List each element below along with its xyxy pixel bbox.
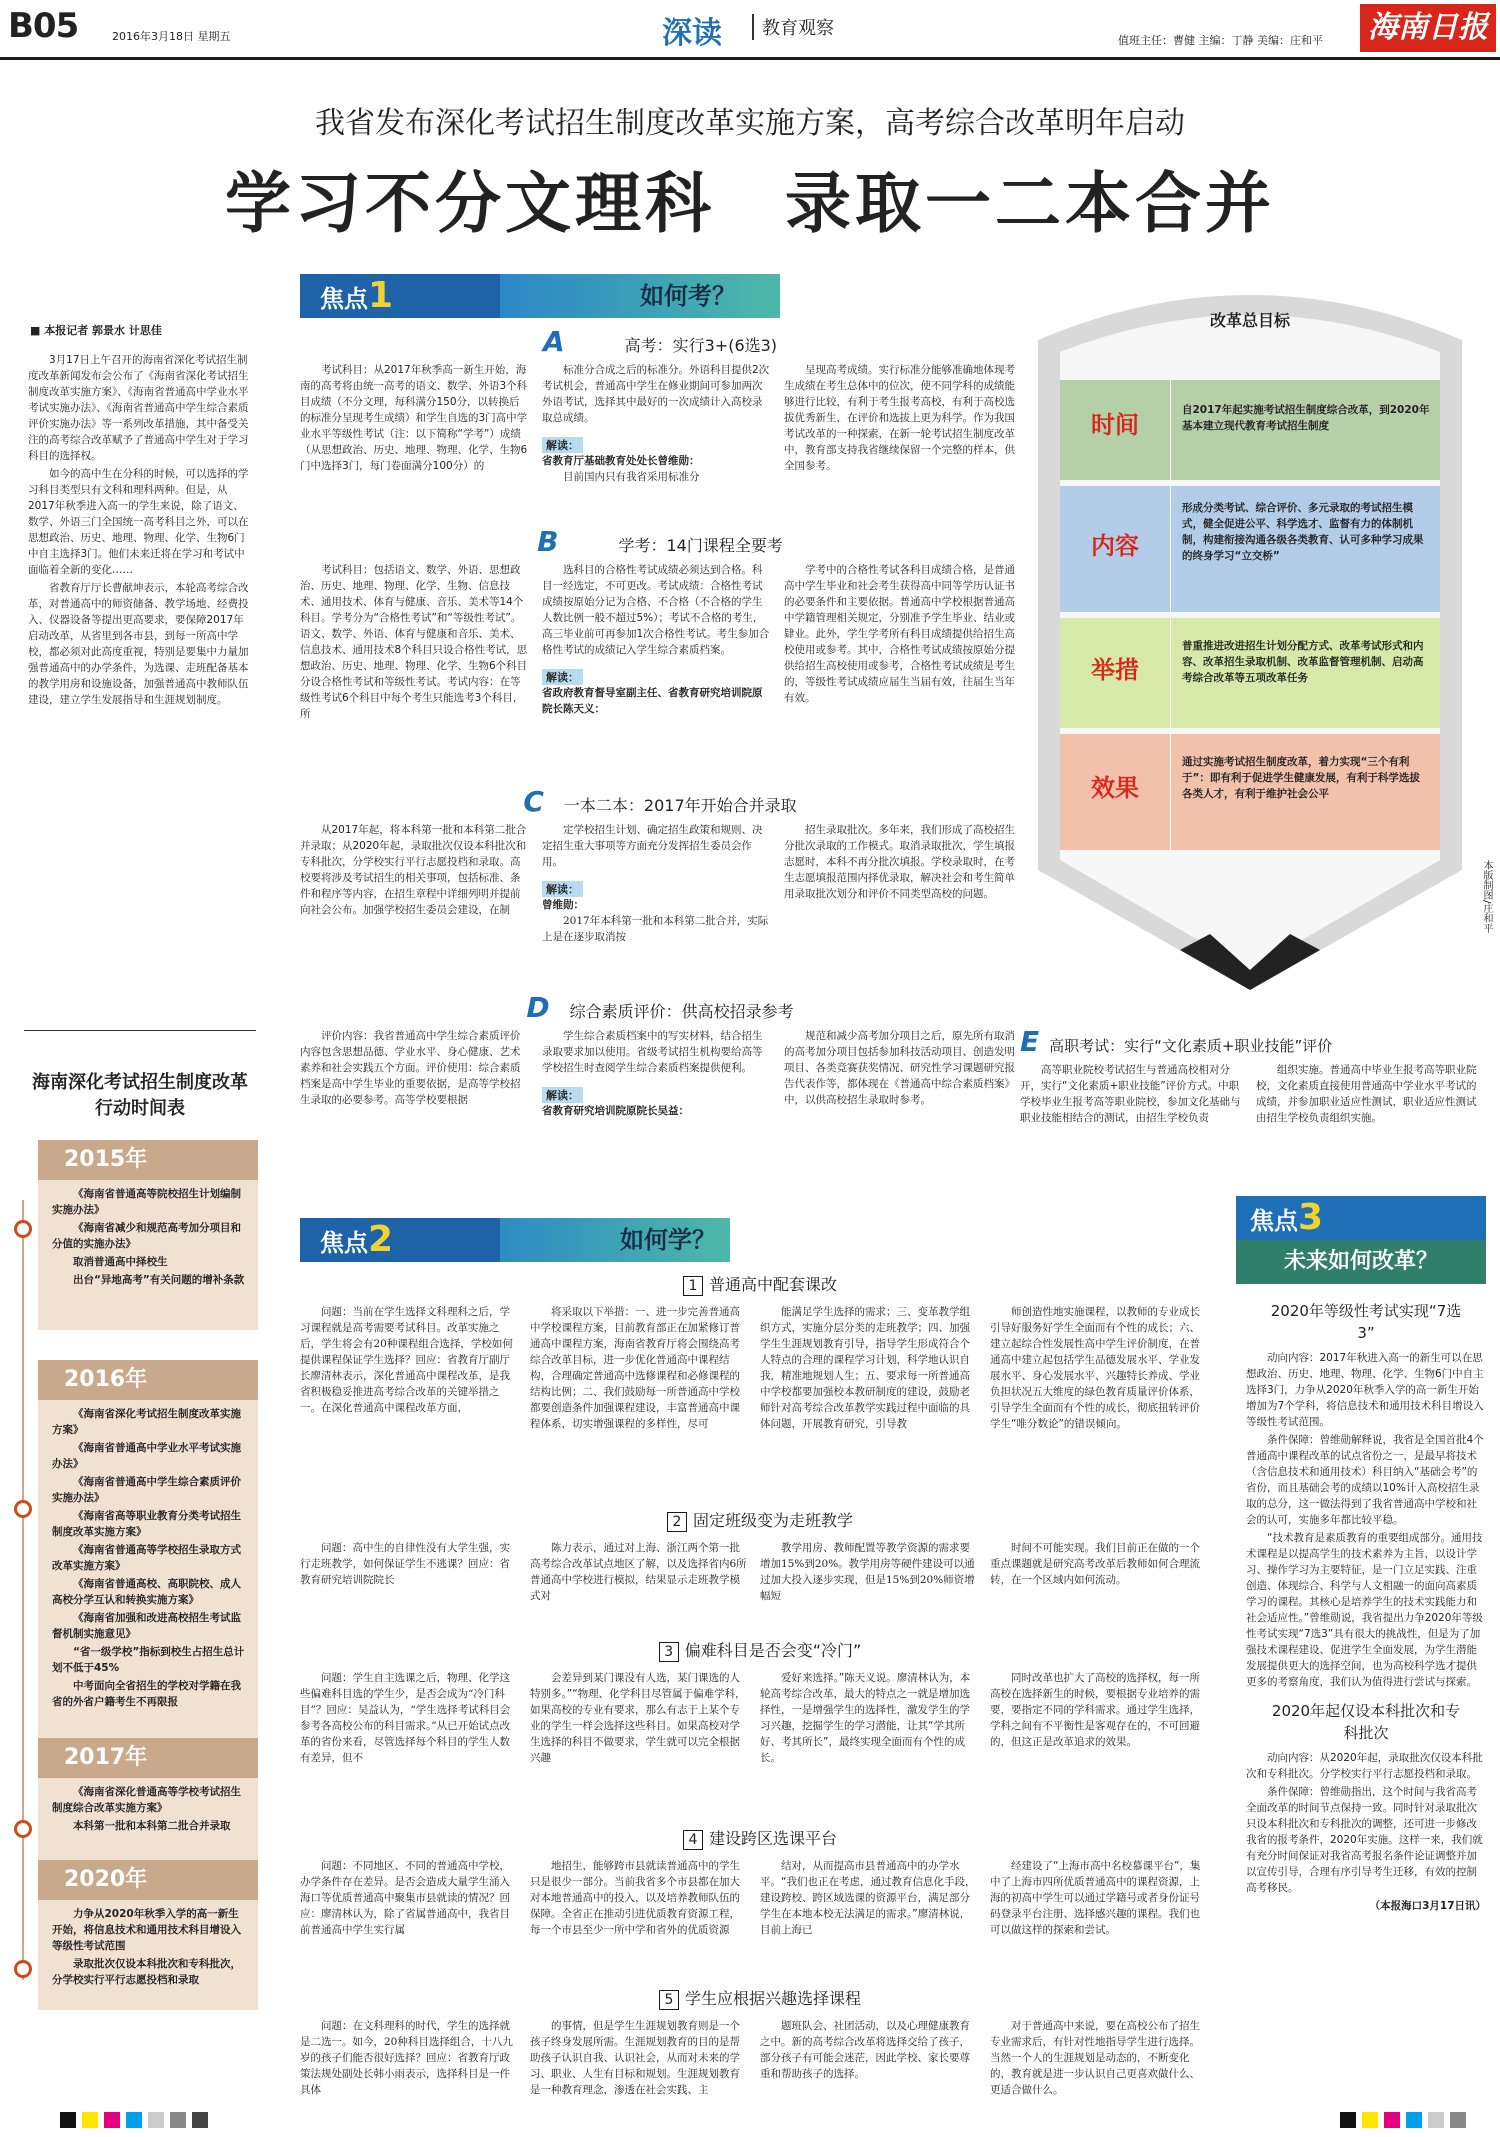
timeline-item: 《海南省普通高等院校招生计划编制实施办法》 [52,1188,241,1216]
focus1-question: 如何考？ [640,282,736,310]
section-text: 的事情，但是学生生涯规划教育则是一个孩子终身发展所需。生涯规划教育的目的是帮助孩子认识自我、认识社会，从而对未来的学习、职业、人生有目标和规划。生涯规划教育是一种教育理念，渗透在社会实践、主 [530,2020,740,2096]
timeline-item: 录取批次仅设本科批次和专科批次，分学校实行平行志愿投档和录取 [52,1958,241,1986]
timeline-item: 《海南省普通高中学业水平考试实施办法》 [52,1442,241,1470]
focus1-section-b [300,525,1020,724]
timeline-year: 2017年 [38,1738,258,1778]
qa-text: 问题：高中生的自律性没有大学生强，实行走班教学，如何保证学生不逃课？回应：省教育研究培训院院长 [300,1542,510,1586]
section-text: 选科目的合格性考试成绩必须达到合格。科目一经选定，不可更改。考试成绩：合格性考试成绩按原始分记为合格、不合格（不合格的学生人数比例一般不超过5%）；考试不合格的考生，高三毕业前可再参加1次合格性考试。考生参加合格性考试的成绩记入学生综合素质档案。 [542,564,770,656]
timeline-item: 取消普通高中择校生 [73,1256,168,1268]
section-title: 偏难科目是否会变“冷门” [684,1641,862,1660]
focus2-section [300,1272,1220,1508]
section-letter: D [526,991,550,1024]
timeline-2020 [38,1860,258,2010]
intro-text [28,352,252,710]
goal-row-text: 形成分类考试、综合评价、多元录取的考试招生模式，健全促进公平、科学选才、监督有力的体制机制，构建衔接沟通各级各类教育、认可多种学习成果的终身学习“立交桥” [1182,502,1424,562]
focus2-section [300,1638,1220,1826]
timeline-item: 出台“异地高考”有关问题的增补条款 [73,1274,245,1286]
section-text: 组织实施。普通高中毕业生报考高等职业院校，文化素质直接使用普通高中学业水平考试的成绩，并参加职业适应性测试，职业适应性测试由招生学校负责组织实施。 [1256,1064,1477,1124]
focus2-section [300,1986,1220,2126]
goal-row-effect [1060,734,1440,850]
timeline-item: 《海南省高等职业教育分类考试招生制度改革实施方案》 [52,1510,241,1538]
section-text: 对于普通高中来说，要在高校公布了招生专业需求后，有针对性地指导学生进行选择。当然一个人的生涯规划是动态的，不断变化的，教育就是进一步认识自己更喜欢做什么、更适合做什么。 [990,2020,1200,2096]
goal-row-text: 自2017年起实施考试招生制度综合改革，到2020年基本建立现代教育考试招生制度 [1182,404,1430,432]
section-number: 3 [659,1642,679,1662]
section-letter: E [1020,1025,1040,1058]
section-title: 综合素质评价：供高校招录参考 [569,1002,794,1021]
timeline-item: 本科第一批和本科第二批合并录取 [73,1820,231,1832]
section-text: 结对，从而提高市县普通高中的办学水平。“我们也正在考虑，通过教育信息化手段，建设跨校、跨区域选课的资源平台，满足部分学生在本地本校无法满足的需求。”廖清林说，目前上海已 [760,1860,976,1936]
paper-logo: 海南日报 [1360,4,1496,52]
timeline-item: 力争从2020年秋季入学的高一新生开始，将信息技术和通用技术科目增设入等级性考试范围 [52,1908,241,1952]
timeline-item: 《海南省深化普通高等学校考试招生制度综合改革实施方案》 [52,1786,241,1814]
section-text: 招生录取批次。多年来，我们形成了高校招生分批次录取的工作模式。取消录取批次，学生填报志愿时，本科不再分批次填报。学校录取时，在考生志愿填报范围内择优录取，解决社会和考生简单用录取批次划分和评价不同类型高校的问题。 [784,824,1015,900]
section-title: 高职考试：实行“文化素质+职业技能”评价 [1049,1037,1333,1055]
section-text: 师创造性地实施课程，以教师的专业成长引导好服务好学生全面而有个性的成长；六、建立起综合性发展性高中学生评价制度，在普通高中建立起包括学生品德发展水平、学业发展水平、身心发展水平、兴趣特长养成、学业负担状况五大维度的绿色教育质量评价体系，引导学生全面而有个性的成长，彻底扭转评价学生“唯分数论”的错误倾向。 [990,1306,1200,1430]
section-title: 建设跨区选课平台 [708,1829,837,1848]
interpretation-text: 目前国内只有我省采用标准分 [563,471,700,483]
section-title: 高考：实行3+(6选3) [624,336,778,355]
reform-goal-graphic [1030,270,1470,1010]
dateline: （本报海口3月17日讯） [1369,1900,1486,1912]
section-text: 教学用房、教师配置等教学资源的需求要增加15%到20%。教学用房等硬件建设可以通过加大投入逐步实现，但是15%到20%师资增幅短 [760,1542,975,1602]
intro-paragraph: 3月17日上午召开的海南省深化考试招生制度改革新闻发布会公布了《海南省深化考试招生制度改革实施方案》、《海南省普通高中学业水平考试实施办法》、《海南省普通高中学生综合素质评价实施办法》等一系列改革措施，其中备受关注的高考综合改革赋予了普通高中学生对于学习科目的选择权。 [28,354,249,462]
goal-row-label: 举措 [1091,656,1139,684]
qa-text: 问题：学生自主选课之后，物理、化学这些偏难科目选的学生少，是否会成为“冷门科目”？回应：吴益认为，“学生选择考试科目会参考各高校公布的科目需求。”从已开始试点改革的省份来看，尽管选择每个科目的学生人数有差异，但不 [300,1672,511,1764]
color-registration-marks [1340,2112,1472,2132]
timeline-item: 《海南省普通高中学生综合素质评价实施办法》 [52,1476,241,1504]
focus3-body [1246,1300,1486,1914]
interpretation-label: 解读： [542,669,583,685]
section-text: 时间不可能实现。我们目前正在做的一个重点课题就是研究高考改革后教师如何合理流转，在一个区域内如何流动。 [990,1542,1200,1586]
section-text: 规范和减少高考加分项目之后，原先所有取消的高考加分项目包括参加科技活动项目、创造发明项目、各类竞赛获奖情况、研究性学习课题研究报告代表作等，都体现在《普通高中综合素质档案》中，以供高校招生录取时参考。 [784,1030,1015,1106]
section-title: 深读 [662,16,722,51]
qa-text: 问题：当前在学生选择文科理科之后，学习课程就是高考需要考试科目。改革实施之后，学生将会有20种课程组合选择，学校如何提供课程保证学生选择？回应：省教育厅副厅长廖清林表示，深化普通高中课程改革，是我省积极稳妥推进高考综合改革的关键举措之一。在深化普通高中课程改革方面， [300,1306,513,1414]
section-text: 考试科目：从2017年秋季高一新生开始，海南的高考将由统一高考的语文、数学、外语3个科目成绩（不分文理，每科满分150分，以转换后的标准分呈现考生成绩）和学生自选的3门高中学业水平等级性考试（注：以下简称“学考”）成绩（从思想政治、历史、地理、物理、化学、生物6门中选择3门，每门卷面满分100分）的 [300,364,528,472]
section-number: 4 [683,1830,703,1850]
focus3-text: “技术教育是素质教育的重要组成部分。通用技术课程是以提高学生的技术素养为主旨，以设计学习、操作学习为主要特征，是一门立足实践、注重创造、体现综合、科学与人文相融一的面向高素质学习的课程。其核心是培养学生的技术实践能力和社会适应性。”曾维勋说，我省提出力争2020年等级性考试实现“7选3”具有很大的挑战性，但是为了加强技术课程建设、促进学生全面发展，为学生潜能发展提供更大的选择空间，也为高校科学选才提供更多的考察角度，我们认为值得进行尝试与探索。 [1246,1532,1483,1688]
section-text: 呈现高考成绩。实行标准分能够准确地体现考生成绩在考生总体中的位次，使不同学科的成绩能够进行比较，有利于考生报考高校，有利于高校选拔优秀新生，在评价和选拔上更为科学。作为我国考试改革的一种探索，在新一轮考试招生制度改革中，教育部支持我省继续保留一个完整的样本，供全国参考。 [784,364,1015,472]
byline: ■ 本报记者 郭景水 计思佳 [30,324,162,337]
section-number: 2 [667,1512,687,1532]
section-title: 一本二本：2017年开始合并录取 [563,796,797,815]
focus1-section-c [300,785,1020,947]
section-letter: A [542,325,565,358]
section-title: 固定班级变为走班教学 [692,1511,853,1530]
focus2-section [300,1508,1220,1638]
interpretation-source: 省教育厅基础教育处处长曾维勋： [542,455,700,467]
focus3-text: 条件保障：曾维勋解释说，我省是全国首批4个普通高中课程改革的试点省份之一，是最早将技术（含信息技术和通用技术）科目纳入“基础会考”的省份，而且基础会考的成绩以10%计入高校招生录取的总分，这一做法得到了我省普通高中学校和社会的认可，实施多年都比较平稳。 [1246,1434,1484,1526]
headline-kicker: 我省发布深化考试招生制度改革实施方案，高考综合改革明年启动 [315,106,1185,141]
focus3-subtitle: 2020年起仅设本科批次和专科批次 [1271,1702,1461,1742]
goal-row-label: 时间 [1091,411,1139,439]
qa-text: 问题：不同地区、不同的普通高中学校，办学条件存在差异。是否会造成大量学生涌入海口等优质普通高中聚集市县就读的情况？回应：廖清林认为，除了省属普通高中，我省目前普通高中学生实行属 [300,1860,510,1936]
focus1-section-a [300,325,1020,487]
goal-row-text: 普重推进改进招生计划分配方式、改革考试形式和内容、改革招生录取机制、改革监督管理机制、启动高考综合改革等五项改革任务 [1182,640,1424,684]
graphic-title: 改革总目标 [1209,311,1290,330]
timeline-dot [14,1960,32,1978]
qa-text: 问题：在文科理科的时代，学生的选择就是二选一。如今，20种科目选择组合，十八九岁的孩子们能否很好选择？回应：省教育厅政策法规处副处长韩小雨表示，选择科目是一件具体 [300,2020,513,2096]
section-text: 定学校招生计划、确定招生政策和规则、决定招生重大事项等方面充分发挥招生委员会作用。 [542,824,763,868]
section-text: 从2017年起，将本科第一批和本科第二批合并录取；从2020年起，录取批次仅设本科批次和专科批次，分学校实行平行志愿投档和录取。高校要将涉及考试招生的相关事项，包括标准、条件和程序等内容，在招生章程中详细列明并提前向社会公布。加强学校招生委员会建设，在制 [300,824,527,916]
timeline-2017 [38,1738,258,1868]
focus3-header [1236,1196,1486,1284]
timeline-title: 海南深化考试招生制度改革行动时间表 [32,1072,248,1119]
section-text: 高等职业院校考试招生与普通高校相对分开，实行“文化素质+职业技能”评价方式。中职学校毕业生报考高等职业院校，参加文化基础与职业技能相结合的测试，由招生学校负责 [1020,1064,1241,1124]
timeline-item: 中考面向全省招生的学校对学籍在我省的外省户籍考生不再限报 [52,1680,241,1708]
timeline-dot [14,1220,32,1238]
focus1-section-d [300,991,1020,1119]
focus2-label: 焦点2 [300,1218,500,1262]
goal-row-content [1060,486,1440,612]
section-text: 经建设了“上海市高中名校慕课平台”，集中了上海市四所优质普通高中的课程资源，上海的初高中学生可以通过学籍号或者身份证号码登录平台注册、选择感兴趣的课程。我们也可以做这样的探索和尝试。 [990,1860,1201,1936]
section-text: 题班队会、社团活动，以及心理健康教育之中。新的高考综合改革将选择交给了孩子，部分孩子有可能会迷茫，因此学校、家长要尊重和帮助孩子的选择。 [760,2020,970,2080]
focus3-subtitle: 2020年等级性考试实现“7选3” [1270,1302,1462,1342]
section-text: 能满足学生选择的需求；三、变革教学组织方式，实施分层分类的走班教学；四、加强学生生涯规划教育引导，指导学生形成符合个人特点的合理的课程学习计划，科学地认识自我，精准地规划人生；五、要求每一所普通高中学校都要加强校本教研制度的建设，鼓励老师针对高考综合改革教学实践过程中面临的具体问题，开展教育研究，引导教 [760,1306,970,1430]
interpretation-label: 解读： [542,437,583,453]
timeline-dot [14,1500,32,1518]
section-title: 学考：14门课程全要考 [618,536,783,555]
section-text: 爱好来选择。”陈天义说。廖清林认为，本轮高考综合改革，最大的特点之一就是增加选择性，一是增强学生的选择性，激发学生的学习兴趣，挖掘学生的学习潜能，让其“学其所好、考其所长”，最终实现全面而有个性的成长。 [760,1672,971,1764]
timeline-item: 《海南省减少和规范高考加分项目和分值的实施办法》 [52,1222,241,1250]
interpretation-source: 曾维勋： [542,899,584,911]
section-text: 考试科目：包括语文、数学、外语、思想政治、历史、地理、物理、化学、生物、信息技术、通用技术、体育与健康、音乐、美术等14个科目。学考分为“合格性考试”和“等级性考试”。语文、数学、外语、体育与健康和音乐、美术、信息技术、通用技术8个科目只设合格性考试，思想政治、历史、地理、物理、化学、生物6个科目分设合格性考试和等级性考试。考试内容：在等级性考试6个科目中每个考生只能选考3个科目，所 [300,564,528,720]
interpretation-text: 2017年本科第一批和本科第二批合并，实际上是在逐步取消按 [542,915,769,943]
focus3-text: 动向内容：2017年秋进入高一的新生可以在思想政治、历史、地理、物理、化学、生物6门中自主选择3门，力争从2020年秋季入学的高一新生开始增加为7个学科，将信息技术和通用技术科目增设入等级性考试范围。 [1246,1352,1484,1428]
goal-row-label: 效果 [1091,774,1139,802]
headline-main: 学习不分文理科 录取一二本合并 [225,165,1275,242]
focus3-text: 动向内容：从2020年起，录取批次仅设本科批次和专科批次。分学校实行平行志愿投档和录取。 [1246,1752,1483,1780]
focus3-text: 条件保障：曾维勋指出，这个时间与我省高考全面改革的时间节点保持一致。同时针对录取批次只设本科批次和专科批次的调整，还可进一步修改我省的报考条件，2020年实施。这样一来，我们就有充分时间保证对我省高考报名条件论证调整并加以宣传引导，合理有序引导考生迁移，有效的控制高考移民。 [1246,1786,1483,1894]
section-letter: C [523,785,544,818]
graphic-credit: 本版制图/庄和平 [1481,860,1492,934]
focus1-section-e [1020,1025,1480,1128]
interpretation-source: 省政府教育督导室副主任、省教育研究培训院原院长陈天义： [542,687,763,715]
issue-date: 2016年3月18日 星期五 [112,30,231,43]
timeline-item: 《海南省加强和改进高校招生考试监督机制实施意见》 [52,1612,241,1640]
timeline-dot [14,1820,32,1838]
subsection-title: 教育观察 [752,14,834,40]
focus2-question: 如何学？ [620,1226,716,1254]
section-text: 同时改革也扩大了高校的选择权，每一所高校在选择新生的时候，要根据专业培养的需要，要指定不同的学科需求。通过学生选择，学科之间有不平衡性是客观存在的，不可回避的，但这正是改革追求的效果。 [990,1672,1200,1748]
section-letter: B [537,525,559,558]
goal-row-text: 通过实施考试招生制度改革，着力实现“三个有利于”：即有利于促进学生健康发展，有利于科学选拔各类人才，有利于维护社会公平 [1182,756,1420,800]
focus1-label: 焦点1 [300,274,500,318]
focus1-bar [300,274,780,318]
page-number: B05 [8,6,79,46]
timeline-2015 [38,1140,258,1330]
intro-paragraph: 省教育厅厅长曹献坤表示，本轮高考综合改革，对普通高中的师资储备、教学场地、经费投入、仪器设备等提出更高要求，要保障2017年启动改革，从省里到各市县，到每一所高中学校，都必须对此高度重视，特别是要集中力量加强普通高中的办学条件，为选课、走班配备基本的教学用房和设施设备，加强普通高中教师队伍建设，建立学生发展指导和生涯规划制度。 [28,582,249,706]
intro-paragraph: 如今的高中生在分科的时候，可以选择的学习科目类型只有文科和理科两种。但是，从2017年秋季进入高一的学生来说，除了语文、数学、外语三门全国统一高考科目之外，可以在思想政治、历史、地理、物理、化学、生物6门中自主选择3门。他们未来迁将在学习和考试中面临着全新的变化…… [28,468,249,576]
timeline-item: 《海南省普通高校、高职院校、成人高校分学互认和转换实施方案》 [52,1578,241,1606]
section-text: 评价内容：我省普通高中学生综合素质评价内容包含思想品德、学业水平、身心健康、艺术素养和社会实践五个方面。评价使用：综合素质档案是高中学生毕业的重要依据，是高等学校招生录取的必要参考。高等学校要根据 [300,1030,521,1106]
section-text: 地招生，能够跨市县就读普通高中的学生只是很少一部分。当前我省多个市县都在加大对本地普通高中的投入，以及培养教师队伍的保障。全省正在推动引进优质教育资源工程，每一个市县至少一所中学和省外的优质资源 [530,1860,740,1936]
timeline-year: 2015年 [38,1140,258,1180]
section-number: 1 [683,1276,703,1296]
timeline-item: “省一级学校”指标到校生占招生总计划不低于45% [52,1646,245,1674]
editor-credits: 值班主任：曹健 主编：丁静 美编：庄和平 [1118,34,1323,47]
timeline-item: 《海南省深化考试招生制度改革实施方案》 [52,1408,241,1436]
timeline-item: 《海南省普通高等学校招生录取方式改革实施方案》 [52,1544,241,1572]
color-registration-marks [60,2112,214,2132]
focus2-sections [300,1272,1220,2126]
section-text: 学考中的合格性考试各科目成绩合格，是普通高中学生毕业和社会考生获得高中同等学历认证书的必要条件和主要依据。普通高中学校根据普通高中学籍管理相关规定，分别准予学生毕业、结业或肄业。此外，学生学考所有科目成绩提供给招生高校使用或参考。其中，合格性考试成绩按原始分提供给招生高校使用或参考，合格性考试成绩是考生的，等级性考试成绩应届生当届有效，往届生当年有效。 [784,564,1015,704]
timeline [12,1140,244,1990]
timeline-year: 2016年 [38,1360,258,1400]
section-text: 陈力表示，通过对上海、浙江两个第一批高考综合改革试点地区了解，以及选择省内6所普通高中学校进行模拟，结果显示走班教学模式对 [530,1542,747,1602]
timeline-year: 2020年 [38,1860,258,1900]
timeline-2016 [38,1360,258,1750]
goal-row-measures [1060,618,1440,728]
section-number: 5 [659,1990,679,2010]
section-title: 普通高中配套课改 [708,1275,837,1294]
section-text: 将采取以下举措：一、进一步完善普通高中学校课程方案，目前教育部正在加紧修订普通高中课程方案，海南省教育厅将会围绕高考综合改革目标，进一步优化普通高中课程结构，合理确定普通高中选修课程和必修课程的结构比例；二、我们鼓励每一所普通高中学校都要创造条件加强课程建设，丰富普通高中课程体系，切实增强课程的多样性，尽可 [530,1306,740,1430]
section-text: 会差异到某门课没有人选，某门课选的人特别多。”“物理、化学科目尽管属于偏难学科，如果高校的专业有要求，那么有志于上某个专业的学生一样会选择这些科目。如果高校对学生选择的科目不做要求，学生就可以完全根据兴趣 [530,1672,746,1764]
interpretation-source: 省教育研究培训院原院长吴益： [542,1105,689,1117]
focus2-section [300,1826,1220,1986]
focus3-label: 焦点3 [1236,1196,1486,1240]
goal-row-time [1060,380,1440,480]
section-text: 标准分合成之后的标准分。外语科目提供2次考试机会，普通高中学生在修业期间可参加两次外语考试，选择其中最好的一次成绩计入高校录取总成绩。 [542,364,770,424]
section-title: 学生应根据兴趣选择课程 [684,1989,861,2008]
focus3-question: 未来如何改革？ [1236,1240,1486,1284]
interpretation-label: 解读： [542,881,583,897]
goal-row-label: 内容 [1091,532,1139,560]
interpretation-label: 解读： [542,1087,583,1103]
section-text: 学生综合素质档案中的写实材料，结合招生录取要求加以使用。省级考试招生机构要给高等学校招生时查阅学生综合素质档案提供便利。 [542,1030,763,1074]
focus2-bar [300,1218,730,1262]
page-header [0,0,1500,60]
